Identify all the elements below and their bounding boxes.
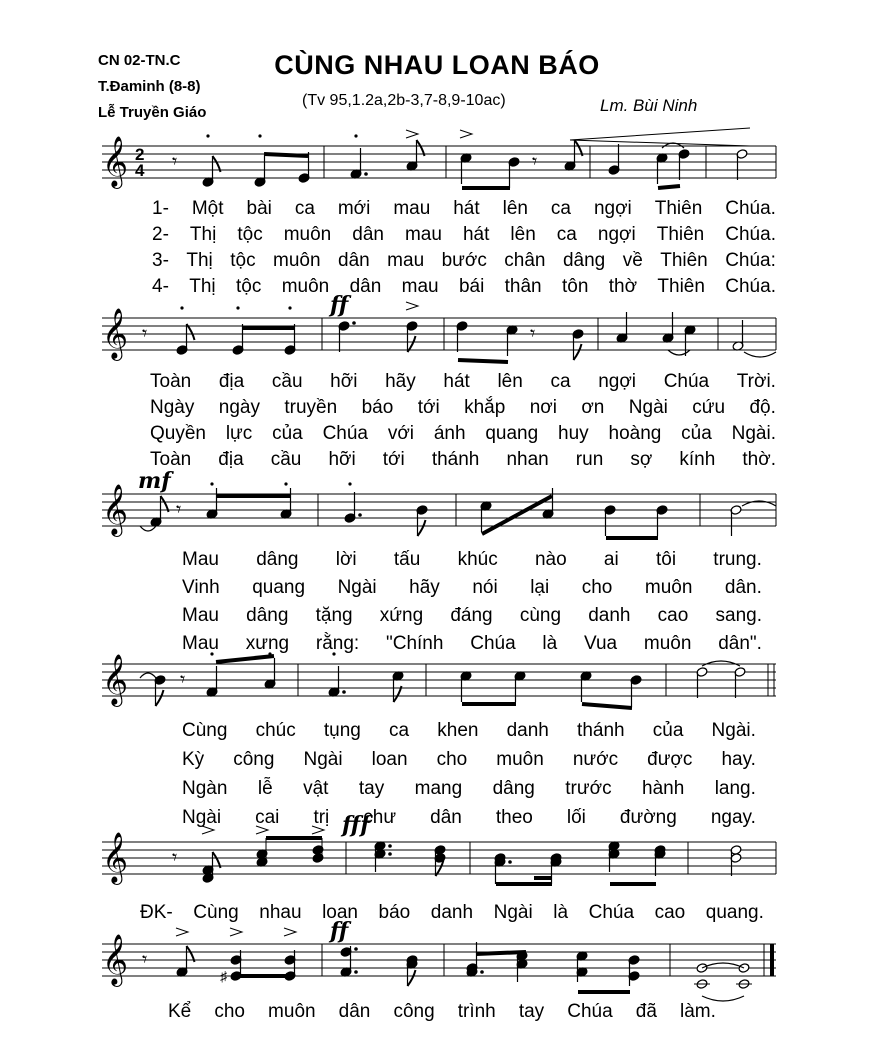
lyric-syllable: Ngài.	[711, 720, 756, 741]
lyric-syllable: xưng	[245, 633, 290, 654]
lyric-syllable: cho	[581, 577, 613, 598]
lyric-syllable: độ.	[749, 397, 776, 418]
tie	[140, 673, 156, 678]
lyric-syllable: nào	[534, 549, 567, 570]
staccato-dot	[288, 306, 291, 309]
accent-mark	[230, 928, 242, 936]
augmentation-dot	[358, 513, 362, 517]
lyric-syllable: lang.	[714, 778, 756, 799]
lyric-syllable: mới	[337, 198, 371, 219]
lyric-syllable: trung.	[713, 549, 762, 570]
lyric-syllable: thờ	[608, 276, 638, 297]
lyric-syllable: lên	[502, 198, 528, 219]
lyric-syllable: dân	[349, 276, 382, 297]
song-code: CN 02-TN.C	[98, 52, 181, 69]
verse-lyric-row	[182, 575, 762, 601]
lyric-syllable: truyền	[284, 397, 338, 418]
eighth-rest-icon: 𝄾	[180, 667, 186, 691]
lyric-syllable: Ngài	[182, 807, 222, 828]
lyric-syllable: "Chính	[385, 633, 444, 654]
lyric-syllable: quang.	[705, 902, 764, 923]
lyric-syllable: đáng	[450, 605, 493, 626]
lyric-syllable: Chúa.	[725, 198, 776, 219]
treble-clef-icon: 𝄞	[102, 136, 129, 187]
lyric-syllable: Chúa.	[725, 224, 776, 245]
lyric-syllable: muôn	[496, 749, 544, 770]
lyric-syllable: Thị	[189, 276, 216, 297]
lyric-syllable: nơi	[529, 397, 557, 418]
staccato-dot	[258, 134, 261, 137]
lyric-syllable: hãy	[409, 577, 440, 598]
lyric-syllable: Thiên	[660, 250, 708, 271]
lyric-syllable: ca	[550, 198, 571, 219]
staccato-dot	[284, 482, 287, 485]
lyric-syllable: thánh	[577, 720, 625, 741]
lyric-syllable: Ngài	[303, 749, 343, 770]
lyric-syllable: chân	[504, 250, 546, 271]
lyric-syllable: của	[272, 423, 303, 444]
eighth-rest-icon: 𝄾	[172, 149, 178, 173]
lyric-syllable: là	[553, 902, 569, 923]
staccato-dot	[236, 306, 239, 309]
lyric-syllable: là	[542, 633, 558, 654]
lyric-syllable: ơn	[581, 397, 605, 418]
verse-lyric-row	[182, 631, 762, 657]
lyric-syllable: bước	[441, 250, 487, 271]
lyric-syllable: Kỳ	[182, 749, 205, 770]
lyric-syllable: làm.	[679, 1001, 716, 1022]
lyric-syllable: tôi	[655, 549, 677, 570]
lyric-syllable: Thị	[189, 224, 217, 245]
staccato-dot	[210, 482, 213, 485]
lyric-syllable: cao	[657, 605, 689, 626]
lyric-syllable: tặng	[315, 605, 353, 626]
lyric-syllable: ngợi	[597, 224, 636, 245]
sharp-icon: ♯	[220, 968, 227, 984]
lyric-syllable: bái	[458, 276, 485, 297]
staff-6	[0, 918, 874, 1008]
lyric-syllable: tôn	[561, 276, 589, 297]
eighth-rest-icon: 𝄾	[176, 497, 182, 521]
accent-mark	[284, 928, 296, 936]
lyric-syllable: run	[575, 449, 604, 470]
lyric-syllable: dân	[352, 224, 384, 245]
lyric-syllable: cai	[255, 807, 280, 828]
dynamic-mark: fff	[342, 812, 370, 838]
lyric-syllable: danh	[506, 720, 549, 741]
augmentation-dot	[388, 844, 392, 848]
lyric-syllable: 3-	[152, 250, 169, 271]
lyric-syllable: dâng	[492, 778, 535, 799]
lyric-syllable: nước	[572, 749, 619, 770]
lyric-syllable: quang	[252, 577, 306, 598]
lyric-syllable: hát	[443, 371, 470, 392]
lyric-syllable: ngợi	[593, 198, 632, 219]
lyric-syllable: ca	[294, 198, 315, 219]
verse-lyric-row	[182, 603, 762, 629]
song-meter: T.Đaminh (8-8)	[98, 78, 201, 95]
lyric-syllable: muôn	[644, 577, 693, 598]
dynamic-mark: ff	[330, 918, 349, 944]
treble-clef-icon: 𝄞	[102, 832, 129, 883]
augmentation-dot	[354, 947, 358, 951]
lyric-syllable: muôn	[283, 224, 332, 245]
lyric-syllable: cầu	[270, 449, 302, 470]
lyric-syllable: tới	[382, 449, 405, 470]
beam	[582, 704, 632, 708]
lyric-syllable: nhau	[259, 902, 302, 923]
note-flag	[156, 690, 164, 706]
song-title: CÙNG NHAU LOAN BÁO	[274, 50, 600, 80]
beam	[458, 360, 508, 362]
lyric-syllable: trị	[313, 807, 330, 828]
eighth-rest-icon: 𝄾	[142, 947, 148, 971]
lyric-syllable: lời	[335, 549, 357, 570]
verse-lyric-row	[150, 369, 776, 395]
lyric-syllable: Chúa	[567, 1001, 613, 1022]
augmentation-dot	[354, 970, 358, 974]
lyric-syllable: lên	[510, 224, 536, 245]
lyric-syllable: của	[652, 720, 684, 741]
staff-1	[0, 136, 874, 200]
lyric-syllable: Vinh	[182, 577, 220, 598]
lyric-syllable: nói	[472, 577, 498, 598]
lyric-syllable: 2-	[152, 224, 169, 245]
lyric-syllable: cho	[214, 1001, 245, 1022]
lyric-syllable: Ngài	[337, 577, 377, 598]
lyric-syllable: Ngài	[628, 397, 668, 418]
lyric-syllable: Chúa.	[725, 276, 776, 297]
verse-lyric-row	[152, 248, 776, 274]
lyric-syllable: Chúa	[322, 423, 368, 444]
lyric-syllable: loan	[371, 749, 408, 770]
lyric-syllable: ngày	[218, 397, 260, 418]
lyric-syllable: trước	[565, 778, 612, 799]
treble-clef-icon: 𝄞	[102, 934, 129, 985]
lyric-syllable: tộc	[230, 250, 256, 271]
augmentation-dot	[388, 852, 392, 856]
lyric-syllable: tới	[417, 397, 440, 418]
lyric-syllable: lối	[566, 807, 586, 828]
lyric-syllable: tụng	[323, 720, 361, 741]
augmentation-dot	[352, 321, 356, 325]
lyric-syllable: mau	[393, 198, 431, 219]
lyric-syllable: về	[622, 250, 643, 271]
lyric-syllable: Quyền	[150, 423, 206, 444]
verse-lyric-row	[182, 805, 756, 831]
note-flag	[574, 344, 582, 360]
lyric-syllable: bài	[246, 198, 272, 219]
lyric-syllable: sang.	[715, 605, 762, 626]
lyric-syllable: Thiên	[654, 198, 703, 219]
lyric-syllable: hoàng	[608, 423, 662, 444]
lyric-syllable: mau	[387, 250, 425, 271]
verse-lyric-row	[152, 274, 776, 300]
lyric-syllable: ca	[550, 371, 571, 392]
lyric-syllable: theo	[495, 807, 533, 828]
lyric-syllable: thánh	[431, 449, 480, 470]
lyric-syllable: Thị	[186, 250, 213, 271]
lyric-syllable: lại	[530, 577, 550, 598]
lyric-syllable: Toàn	[150, 371, 192, 392]
lyric-syllable: hỡi	[330, 371, 358, 392]
lyric-syllable: hát	[462, 224, 490, 245]
note-flag	[408, 970, 416, 986]
staff-3	[0, 468, 874, 536]
lyric-syllable: Ngày	[150, 397, 195, 418]
lyric-syllable: vật	[303, 778, 329, 799]
lyric-syllable: huy	[558, 423, 589, 444]
lyric-syllable: danh	[430, 902, 474, 923]
lyric-syllable: ĐK-	[140, 902, 173, 923]
lyric-syllable: lên	[497, 371, 523, 392]
lyric-syllable: Mau	[182, 633, 219, 654]
tie	[702, 963, 744, 968]
lyric-syllable: chúc	[255, 720, 296, 741]
lyric-syllable: kính	[679, 449, 716, 470]
treble-clef-icon: 𝄞	[102, 484, 129, 535]
lyric-syllable: Chúa	[588, 902, 635, 923]
lyric-syllable: công	[233, 749, 275, 770]
tie	[140, 526, 156, 531]
beam	[264, 154, 308, 156]
lyric-syllable: tấu	[393, 549, 421, 570]
lyric-syllable: khen	[437, 720, 479, 741]
song-occasion: Lễ Truyền Giáo	[98, 104, 207, 121]
lyric-syllable: tộc	[236, 276, 262, 297]
lyric-syllable: cao	[654, 902, 686, 923]
lyric-syllable: Kể	[168, 1001, 192, 1022]
lyric-syllable: lễ	[257, 778, 273, 799]
lyric-syllable: cứu	[692, 397, 726, 418]
lyric-syllable: mau	[401, 276, 439, 297]
lyric-syllable: Ngài	[493, 902, 533, 923]
augmentation-dot	[508, 860, 512, 864]
lyric-syllable: Chúa	[663, 371, 710, 392]
lyric-syllable: được	[647, 749, 693, 770]
lyric-syllable: Thiên	[657, 276, 705, 297]
lyric-syllable: hát	[453, 198, 480, 219]
eighth-rest-icon: 𝄾	[172, 845, 178, 869]
lyric-syllable: hỡi	[328, 449, 356, 470]
lyric-syllable: cho	[436, 749, 468, 770]
lyric-syllable: rằng:	[315, 633, 360, 654]
lyric-syllable: thờ.	[742, 449, 776, 470]
lyric-syllable: dân.	[724, 577, 762, 598]
lyric-syllable: chư	[363, 807, 397, 828]
lyric-syllable: đường	[619, 807, 677, 828]
accent-mark	[406, 302, 418, 310]
lyric-syllable: danh	[588, 605, 631, 626]
time-signature-top: 2	[135, 145, 145, 164]
lyric-syllable: dân".	[718, 633, 762, 654]
augmentation-dot	[364, 172, 368, 176]
lyric-syllable: Vua	[584, 633, 618, 654]
decrescendo-hairpin	[570, 128, 750, 146]
lyric-syllable: 4-	[152, 276, 169, 297]
verse-lyric-row	[150, 447, 776, 473]
lyric-syllable: Ngài.	[731, 423, 776, 444]
lyric-syllable: hãy	[385, 371, 416, 392]
lyric-syllable: tay	[358, 778, 385, 799]
lyric-syllable: ngay.	[710, 807, 756, 828]
augmentation-dot	[342, 690, 346, 694]
lyric-syllable: Cùng	[193, 902, 239, 923]
lyric-syllable: ca	[389, 720, 410, 741]
lyric-syllable: cầu	[271, 371, 303, 392]
lyric-syllable: loan	[322, 902, 358, 923]
lyric-syllable: Toàn	[150, 449, 192, 470]
lyric-syllable: với	[387, 423, 414, 444]
tie	[668, 350, 690, 355]
augmentation-dot	[480, 970, 484, 974]
eighth-rest-icon: 𝄾	[142, 321, 148, 345]
lyric-syllable: cùng	[519, 605, 562, 626]
staccato-dot	[348, 482, 351, 485]
lyric-syllable: khúc	[457, 549, 498, 570]
lyric-syllable: mau	[404, 224, 442, 245]
lyric-syllable: hay.	[721, 749, 756, 770]
lyric-syllable: ca	[556, 224, 577, 245]
dynamic-mark: mf	[138, 468, 171, 494]
refrain-lyric-row	[168, 999, 716, 1025]
verse-lyric-row	[152, 196, 776, 222]
lyric-syllable: dâng	[246, 605, 289, 626]
lyric-syllable: 1-	[152, 198, 169, 219]
lyric-syllable: tay	[518, 1001, 545, 1022]
lyric-syllable: dân	[430, 807, 462, 828]
lyric-syllable: đã	[635, 1001, 657, 1022]
accent-mark	[406, 130, 418, 138]
lyric-syllable: Cùng	[182, 720, 228, 741]
psalm-reference: (Tv 95,1.2a,2b-3,7-8,9-10ac)	[302, 92, 506, 109]
lyric-syllable: hành	[642, 778, 685, 799]
lyric-syllable: của	[681, 423, 712, 444]
lyric-syllable: muôn	[268, 1001, 316, 1022]
lyric-syllable: địa	[218, 449, 244, 470]
lyric-syllable: Một	[191, 198, 224, 219]
accent-mark	[176, 928, 188, 936]
staccato-dot	[206, 134, 209, 137]
treble-clef-icon: 𝄞	[102, 308, 129, 359]
lyric-syllable: xứng	[379, 605, 424, 626]
lyric-syllable: dâng	[562, 250, 606, 271]
lyric-syllable: ai	[603, 549, 619, 570]
tie	[744, 352, 776, 357]
composer: Lm. Bùi Ninh	[600, 96, 698, 115]
verse-lyric-row	[182, 776, 756, 802]
lyric-syllable: báo	[361, 397, 394, 418]
lyric-syllable: Chúa	[470, 633, 516, 654]
lyric-syllable: thân	[504, 276, 542, 297]
dynamic-mark: ff	[330, 292, 349, 318]
lyric-syllable: địa	[218, 371, 245, 392]
lyric-syllable: khắp	[464, 397, 506, 418]
lyric-syllable: dân	[338, 1001, 371, 1022]
lyric-syllable: muôn	[643, 633, 692, 654]
lyric-syllable: nhan	[506, 449, 549, 470]
verse-lyric-row	[150, 421, 776, 447]
staccato-dot	[354, 134, 357, 137]
lyric-syllable: dâng	[256, 549, 299, 570]
staff-2	[0, 292, 874, 368]
beam	[476, 952, 526, 954]
lyric-syllable: lực	[225, 423, 253, 444]
lyric-syllable: ánh	[433, 423, 466, 444]
lyric-syllable: ngợi	[598, 371, 637, 392]
lyric-syllable: dân	[338, 250, 370, 271]
lyric-syllable: Mau	[182, 605, 219, 626]
lyric-syllable: trình	[457, 1001, 496, 1022]
eighth-rest-icon: 𝄾	[530, 321, 536, 345]
lyric-syllable: quang	[485, 423, 539, 444]
staff-4	[0, 654, 874, 714]
time-signature-bottom: 4	[135, 161, 145, 180]
verse-lyric-row	[150, 395, 776, 421]
lyric-syllable: công	[393, 1001, 435, 1022]
lyric-syllable: Ngàn	[182, 778, 228, 799]
lyric-syllable: muôn	[281, 276, 330, 297]
lyric-syllable: báo	[378, 902, 411, 923]
eighth-rest-icon: 𝄾	[532, 149, 538, 173]
lyric-syllable: Trời.	[736, 371, 776, 392]
staccato-dot	[180, 306, 183, 309]
lyric-syllable: muôn	[273, 250, 321, 271]
verse-lyric-row	[152, 222, 776, 248]
verse-lyric-row	[182, 747, 756, 773]
lyric-syllable: Thiên	[656, 224, 705, 245]
lyric-syllable: mang	[414, 778, 463, 799]
accent-mark	[460, 130, 472, 138]
note-flag	[418, 520, 426, 536]
refrain-lyric-row	[140, 900, 764, 926]
treble-clef-icon: 𝄞	[102, 654, 129, 705]
lyric-syllable: Mau	[182, 549, 219, 570]
beam	[658, 186, 680, 188]
verse-lyric-row	[182, 718, 756, 744]
lyric-syllable: tộc	[237, 224, 263, 245]
lyric-syllable: Chúa:	[725, 250, 776, 271]
verse-lyric-row	[182, 547, 762, 573]
lyric-syllable: sợ	[630, 449, 653, 470]
